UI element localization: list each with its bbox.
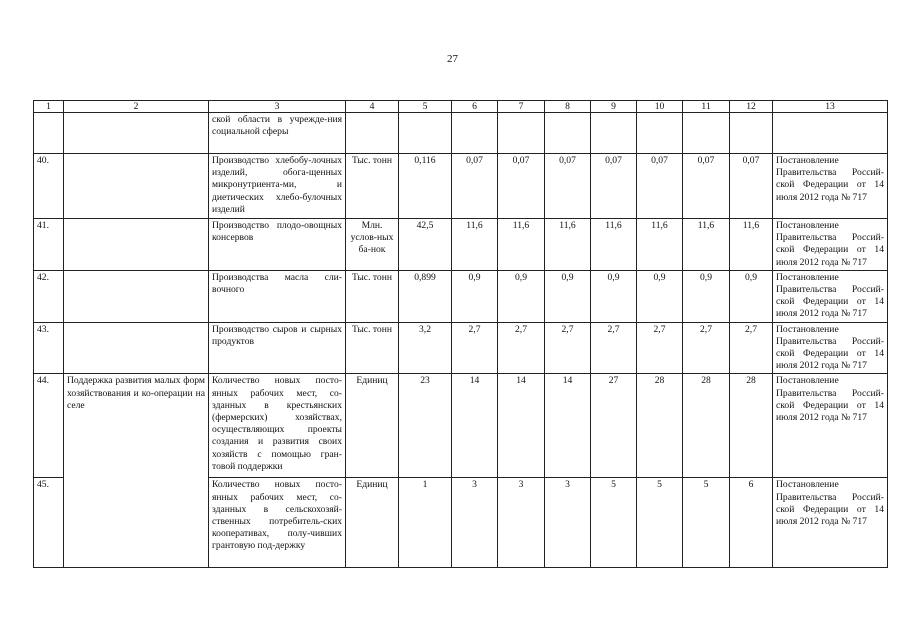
value-cell: 0,9 (683, 270, 730, 322)
indicator-cell: Количество новых посто-янных рабочих мест, со-зданных в крестьянских (фермерских) хозяйствах, осуществляющих проекты создания и развития своих хозяйств с помощью гран-товой поддержки (209, 374, 346, 478)
value-cell: 2,7 (637, 322, 683, 374)
unit-cell: Тыс. тонн (346, 270, 399, 322)
basis-cell: Постановление Правительства Россий-ской Федерации от 14 июля 2012 года № 717 (773, 478, 888, 568)
value-cell: 0,07 (498, 154, 545, 219)
value-cell: 11,6 (591, 219, 637, 271)
value-cell: 0,07 (730, 154, 773, 219)
value-cell (730, 113, 773, 154)
value-cell (498, 113, 545, 154)
value-cell: 11,6 (637, 219, 683, 271)
header-cell: 9 (591, 101, 637, 113)
value-cell: 2,7 (591, 322, 637, 374)
value-cell: 2,7 (730, 322, 773, 374)
row-number-cell: 44. (34, 374, 64, 478)
value-cell: 0,07 (545, 154, 591, 219)
value-cell: 14 (498, 374, 545, 478)
value-cell: 0,116 (399, 154, 452, 219)
program-cell (64, 270, 209, 322)
value-cell: 3,2 (399, 322, 452, 374)
unit-cell: Единиц (346, 478, 399, 568)
unit-cell: Млн. услов-ных ба-нок (346, 219, 399, 271)
basis-cell: Постановление Правительства Россий-ской Федерации от 14 июля 2012 года № 717 (773, 322, 888, 374)
table-row (34, 219, 888, 271)
basis-cell: Постановление Правительства Россий-ской Федерации от 14 июля 2012 года № 717 (773, 154, 888, 219)
value-cell: 11,6 (545, 219, 591, 271)
header-cell: 1 (34, 101, 64, 113)
value-cell (637, 113, 683, 154)
value-cell: 11,6 (683, 219, 730, 271)
value-cell: 5 (637, 478, 683, 568)
program-cell: Поддержка развития малых форм хозяйствования и ко-операции на селе (64, 374, 209, 478)
row-number-cell: 40. (34, 154, 64, 219)
row-number-cell: 43. (34, 322, 64, 374)
row-number-cell: 45. (34, 478, 64, 568)
value-cell: 23 (399, 374, 452, 478)
header-cell: 3 (209, 101, 346, 113)
indicator-cell: Производство хлебобу-лочных изделий, обога-щенных микронутриента-ми, и диетических хлебо-булочных изделий (209, 154, 346, 219)
value-cell: 14 (545, 374, 591, 478)
value-cell: 2,7 (545, 322, 591, 374)
header-cell: 7 (498, 101, 545, 113)
header-cell: 8 (545, 101, 591, 113)
value-cell: 27 (591, 374, 637, 478)
value-cell: 28 (637, 374, 683, 478)
value-cell: 0,9 (637, 270, 683, 322)
value-cell: 11,6 (730, 219, 773, 271)
indicator-cell: Производство плодо-овощных консервов (209, 219, 346, 271)
value-cell: 5 (683, 478, 730, 568)
table-row (34, 113, 888, 154)
unit-cell: Тыс. тонн (346, 154, 399, 219)
header-cell: 6 (452, 101, 498, 113)
indicator-cell: ской области в учрежде-ния социальной сферы (209, 113, 346, 154)
value-cell: 3 (452, 478, 498, 568)
basis-cell: Постановление Правительства Россий-ской Федерации от 14 июля 2012 года № 717 (773, 374, 888, 478)
page-number: 27 (447, 53, 458, 65)
table-row (34, 270, 888, 322)
program-cell (64, 154, 209, 219)
header-cell: 10 (637, 101, 683, 113)
table-row (34, 322, 888, 374)
header-row (34, 101, 888, 113)
table-row (34, 478, 888, 568)
value-cell: 0,9 (452, 270, 498, 322)
value-cell: 0,07 (637, 154, 683, 219)
unit-cell: Тыс. тонн (346, 322, 399, 374)
indicator-cell: Производство сыров и сырных продуктов (209, 322, 346, 374)
indicators-table (33, 100, 888, 568)
program-cell (64, 322, 209, 374)
value-cell: 5 (591, 478, 637, 568)
basis-cell (773, 113, 888, 154)
header-cell: 12 (730, 101, 773, 113)
value-cell (683, 113, 730, 154)
row-number-cell: 42. (34, 270, 64, 322)
table-row (34, 154, 888, 219)
value-cell: 14 (452, 374, 498, 478)
value-cell: 2,7 (498, 322, 545, 374)
value-cell (591, 113, 637, 154)
program-cell (64, 113, 209, 154)
basis-cell: Постановление Правительства Россий-ской Федерации от 14 июля 2012 года № 717 (773, 219, 888, 271)
value-cell: 0,9 (545, 270, 591, 322)
value-cell (545, 113, 591, 154)
header-cell: 5 (399, 101, 452, 113)
unit-cell (346, 113, 399, 154)
value-cell: 42,5 (399, 219, 452, 271)
header-cell: 4 (346, 101, 399, 113)
value-cell: 3 (498, 478, 545, 568)
value-cell: 0,07 (683, 154, 730, 219)
program-cell (64, 478, 209, 568)
header-cell: 11 (683, 101, 730, 113)
value-cell: 0,07 (591, 154, 637, 219)
value-cell: 0,9 (498, 270, 545, 322)
basis-cell: Постановление Правительства Россий-ской Федерации от 14 июля 2012 года № 717 (773, 270, 888, 322)
value-cell: 0,9 (591, 270, 637, 322)
value-cell (452, 113, 498, 154)
indicator-cell: Количество новых посто-янных рабочих мест, со-зданных в сельскохозяй-ственных потребитель-ских кооперативах, полу-чивших грантовую под-держку (209, 478, 346, 568)
value-cell: 6 (730, 478, 773, 568)
value-cell: 0,07 (452, 154, 498, 219)
value-cell: 2,7 (452, 322, 498, 374)
value-cell: 28 (683, 374, 730, 478)
value-cell: 1 (399, 478, 452, 568)
table-row (34, 374, 888, 478)
indicator-cell: Производства масла сли-вочного (209, 270, 346, 322)
value-cell: 11,6 (498, 219, 545, 271)
value-cell: 0,899 (399, 270, 452, 322)
value-cell: 11,6 (452, 219, 498, 271)
value-cell: 0,9 (730, 270, 773, 322)
value-cell (399, 113, 452, 154)
header-cell: 13 (773, 101, 888, 113)
value-cell: 28 (730, 374, 773, 478)
program-cell (64, 219, 209, 271)
header-cell: 2 (64, 101, 209, 113)
unit-cell: Единиц (346, 374, 399, 478)
row-number-cell: 41. (34, 219, 64, 271)
value-cell: 3 (545, 478, 591, 568)
value-cell: 2,7 (683, 322, 730, 374)
row-number-cell (34, 113, 64, 154)
